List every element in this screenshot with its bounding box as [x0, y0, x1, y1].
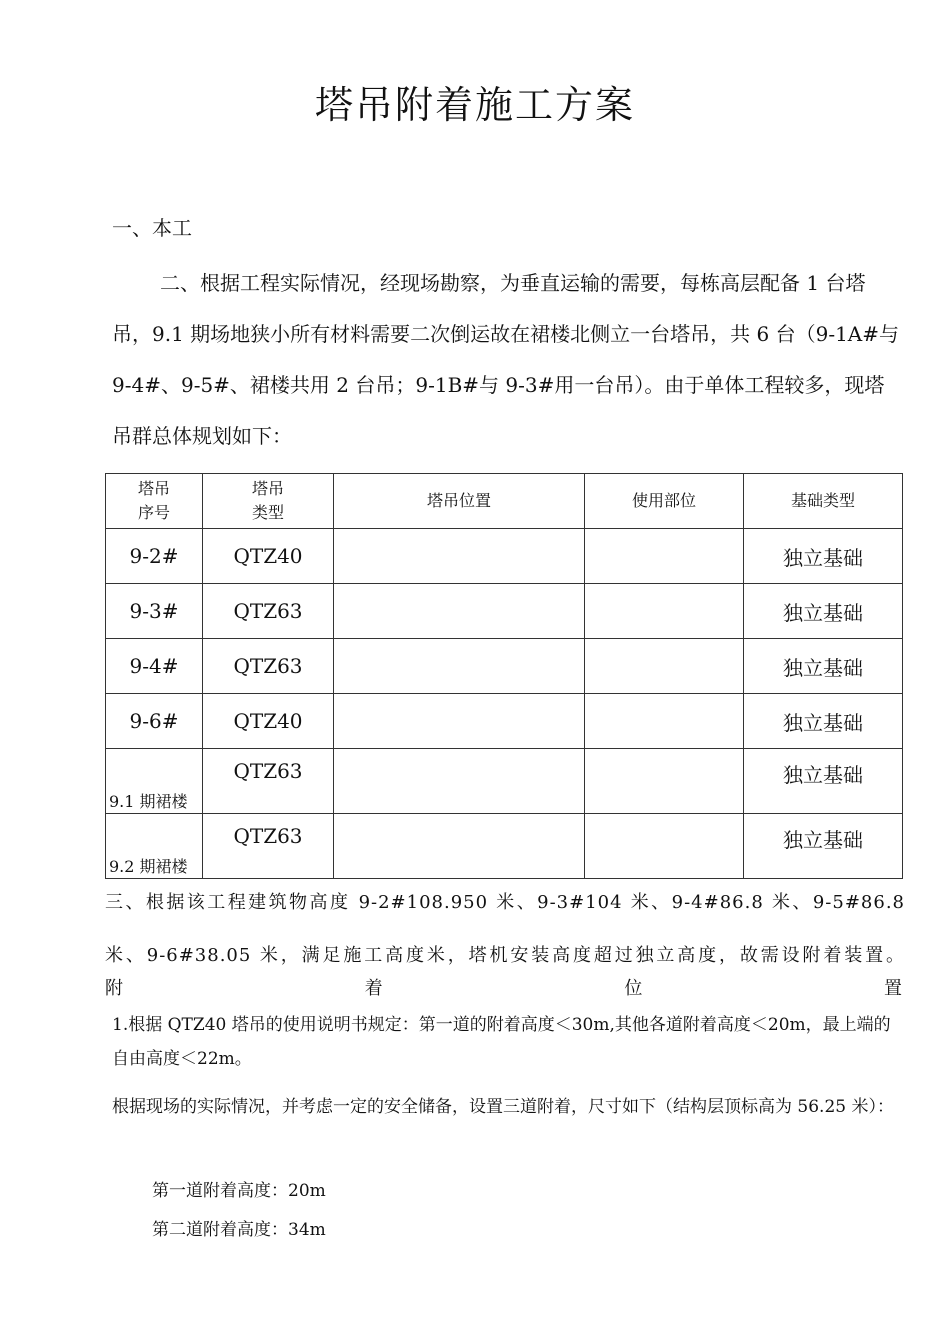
cell-foundation: 独立基础 [744, 749, 903, 814]
cell-foundation: 独立基础 [744, 529, 903, 584]
section-1-heading: 一、本工 [112, 216, 192, 240]
cell-position [334, 694, 585, 749]
cell-foundation: 独立基础 [744, 584, 903, 639]
table-row [106, 694, 903, 749]
cell-usage [585, 694, 744, 749]
heading-char: 位 [624, 978, 643, 999]
cell-usage [585, 529, 744, 584]
section-3-paragraph: 三、根据该工程建筑物高度 9-2#108.950 米、9-3#104 米、9-4#86.8 米、9-5#86.8 米、9-6#38.05 米，满足施工高度米，塔机安装高度超过独立高度，故需设附着装置。 [105, 892, 905, 966]
cell-position [334, 749, 585, 814]
table-row [106, 639, 903, 694]
cell-crane-type: QTZ63 [203, 749, 334, 814]
cell-position [334, 639, 585, 694]
cell-crane-no: 9-4# [106, 639, 203, 694]
cell-crane-no: 9.2 期裙楼 [106, 814, 203, 879]
cell-crane-type: QTZ63 [203, 584, 334, 639]
table-row [106, 584, 903, 639]
table-row [106, 529, 903, 584]
header-crane-no: 塔吊 序号 [106, 474, 203, 529]
second-attach-height: 第二道附着高度：34m [152, 1220, 326, 1240]
cell-crane-no: 9.1 期裙楼 [106, 749, 203, 814]
heading-char: 着 [364, 978, 383, 999]
header-crane-type: 塔吊 类型 [203, 474, 334, 529]
header-foundation: 基础类型 [744, 474, 903, 529]
item-2-paragraph: 根据现场的实际情况，并考虑一定的安全储备，设置三道附着，尺寸如下（结构层顶标高为 56.25 米）： [112, 1097, 894, 1117]
crane-plan-table [105, 473, 903, 879]
cell-position [334, 529, 585, 584]
cell-crane-no: 9-2# [106, 529, 203, 584]
cell-usage [585, 584, 744, 639]
cell-usage [585, 814, 744, 879]
cell-crane-type: QTZ40 [203, 529, 334, 584]
heading-char: 置 [883, 978, 902, 999]
cell-usage [585, 639, 744, 694]
cell-crane-no: 9-6# [106, 694, 203, 749]
cell-foundation: 独立基础 [744, 639, 903, 694]
table-row [106, 814, 903, 879]
cell-position [334, 584, 585, 639]
item-1-paragraph: 1.根据 QTZ40 塔吊的使用说明书规定：第一道的附着高度＜30m,其他各道附着高度＜20m，最上端的自由高度＜22m。 [112, 1015, 891, 1069]
page-title: 塔吊附着施工方案 [314, 83, 635, 127]
header-crane-position: 塔吊位置 [334, 474, 585, 529]
header-usage: 使用部位 [585, 474, 744, 529]
cell-usage [585, 749, 744, 814]
cell-crane-type: QTZ40 [203, 694, 334, 749]
cell-crane-type: QTZ63 [203, 814, 334, 879]
first-attach-height: 第一道附着高度：20m [152, 1181, 326, 1201]
cell-foundation: 独立基础 [744, 694, 903, 749]
attachment-position-heading [105, 974, 902, 1000]
cell-foundation: 独立基础 [744, 814, 903, 879]
heading-char: 附 [105, 978, 123, 999]
cell-crane-no: 9-3# [106, 584, 203, 639]
cell-crane-type: QTZ63 [203, 639, 334, 694]
table-header-row [106, 474, 903, 529]
section-2-paragraph: 二、根据工程实际情况，经现场勘察，为垂直运输的需要，每栋高层配备 1 台塔吊，9.1 期场地狭小所有材料需要二次倒运故在裙楼北侧立一台塔吊，共 6 台（9-1A#与 9-4#、9-5#、裙楼共用 2 台吊；9-1B#与 9-3#用一台吊）。由于单体工程较多，现塔吊群总体规划如下： [112, 271, 900, 448]
cell-position [334, 814, 585, 879]
table-row [106, 749, 903, 814]
